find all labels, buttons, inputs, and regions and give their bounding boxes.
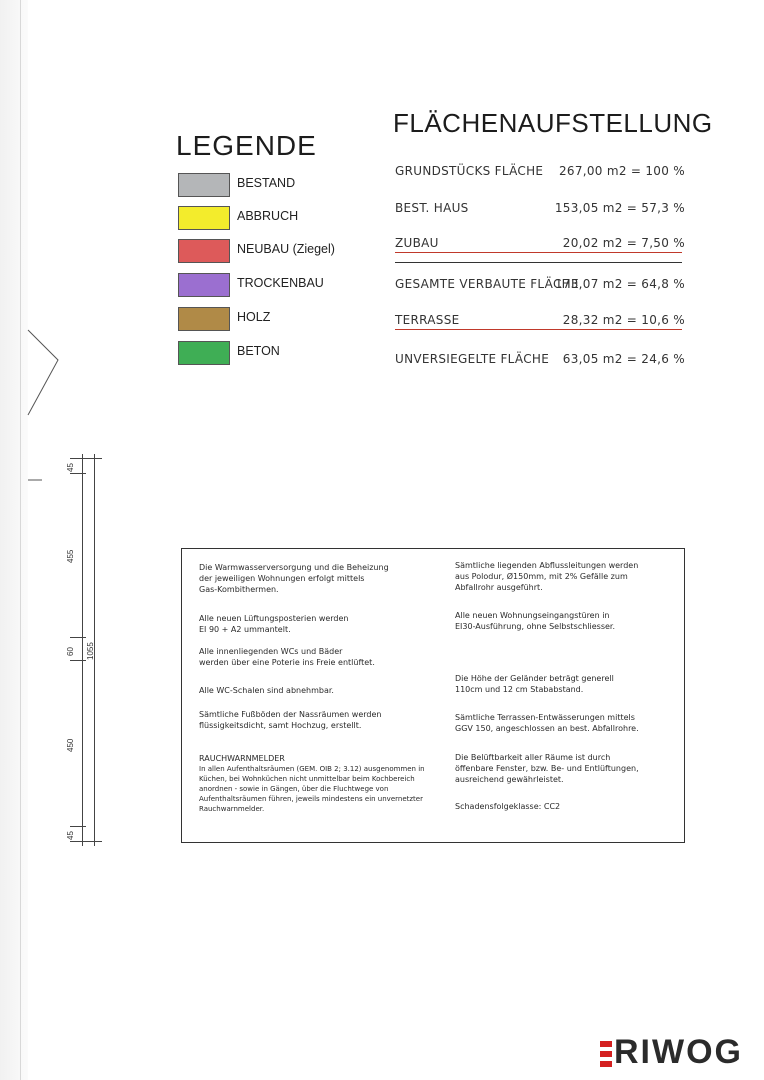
note-line: EI 90 + A2 ummantelt. <box>199 625 291 634</box>
note-line: In allen Aufenthaltsräumen (GEM. OIB 2; 3.12) ausgenommen in <box>199 765 425 773</box>
legend-label: HOLZ <box>237 310 271 324</box>
legend-swatch <box>178 307 230 331</box>
dimension-label: 45 <box>66 463 75 472</box>
note-line: Sämtliche Fußböden der Nassräumen werden <box>199 710 382 719</box>
note-line: Schadensfolgeklasse: CC2 <box>455 802 561 811</box>
note-belueftbarkeit <box>455 752 639 785</box>
dimension-label: 455 <box>66 549 75 563</box>
legend-swatch <box>178 341 230 365</box>
area-row-unversiegelt <box>395 352 685 370</box>
note-fussboeden <box>199 709 381 731</box>
dimension-label: 60 <box>66 647 75 656</box>
dimension-tick <box>70 473 86 474</box>
note-line: Alle neuen Wohnungseingangstüren in <box>455 611 610 620</box>
dimension-total-label: 1055 <box>86 642 95 660</box>
note-line: flüssigkeitsdicht, samt Hochzug, erstellt. <box>199 721 362 730</box>
logo-text: RIWOG <box>614 1033 743 1071</box>
note-lueftung <box>199 613 349 635</box>
area-label: ZUBAU <box>395 236 439 250</box>
note-line: der jeweiligen Wohnungen erfolgt mittels <box>199 574 365 583</box>
area-label: TERRASSE <box>395 313 460 327</box>
note-line: 110cm und 12 cm Stababstand. <box>455 685 584 694</box>
note-line: Sämtliche liegenden Abflussleitungen werden <box>455 561 639 570</box>
note-line: Küchen, bei Wohnküchen nicht unmittelbar beim Kochbereich <box>199 775 415 783</box>
dimension-tick <box>70 660 86 661</box>
area-value: 63,05 m2 = 24,6 % <box>562 352 685 366</box>
note-schadensfolgeklasse <box>455 801 560 812</box>
area-row-best-haus <box>395 201 685 219</box>
note-line: Alle neuen Lüftungsposterien werden <box>199 614 349 623</box>
legend-swatch <box>178 239 230 263</box>
note-warmwasser <box>199 562 389 595</box>
dimension-tick <box>70 458 102 459</box>
note-line: aus Polodur, Ø150mm, mit 2% Gefälle zum <box>455 572 628 581</box>
area-value: 153,05 m2 = 57,3 % <box>554 201 685 215</box>
note-line: anordnen - sowie in Gängen, über die Fluchtwege von <box>199 785 389 793</box>
legend-title: LEGENDE <box>176 130 317 161</box>
plan-outline-fragment <box>0 320 70 500</box>
note-line: öffenbare Fenster, bzw. Be- und Entlüftungen, <box>455 764 639 773</box>
dimension-tick <box>70 841 102 842</box>
legend-swatch <box>178 273 230 297</box>
legend-label: BETON <box>237 344 280 358</box>
area-table-title: FLÄCHENAUFSTELLUNG <box>393 108 713 138</box>
area-value: 267,00 m2 = 100 % <box>558 164 685 178</box>
area-value: 28,32 m2 = 10,6 % <box>562 313 685 327</box>
note-wc-baeder <box>199 646 375 668</box>
legend-swatch <box>178 206 230 230</box>
note-line: Alle innenliegenden WCs und Bäder <box>199 647 343 656</box>
note-line: ausreichend gewährleistet. <box>455 775 564 784</box>
legend-label: NEUBAU (Ziegel) <box>237 242 335 256</box>
note-line: Rauchwarnmelder. <box>199 805 265 813</box>
legend-swatch <box>178 173 230 197</box>
legend-label: TROCKENBAU <box>237 276 324 290</box>
note-terrassen-entwaesserung <box>455 712 639 734</box>
area-label: GRUNDSTÜCKS FLÄCHE <box>395 164 544 178</box>
note-line: Die Höhe der Geländer beträgt generell <box>455 674 614 683</box>
note-line: werden über eine Poterie ins Freie entlüftet. <box>199 658 375 667</box>
note-rauchwarnmelder <box>199 764 425 814</box>
dimension-line <box>82 454 83 846</box>
area-row-gesamt-verbaut <box>395 277 685 295</box>
terrasse-underline <box>395 329 682 330</box>
note-line: EI30-Ausführung, ohne Selbstschliesser. <box>455 622 616 631</box>
dimension-tick <box>70 637 86 638</box>
area-value: 20,02 m2 = 7,50 % <box>562 236 685 250</box>
note-line: Aufenthaltsräumen führen, jeweils mindestens ein unvernetzter <box>199 795 423 803</box>
area-row-grundstueck <box>395 164 685 182</box>
note-wc-schalen <box>199 685 334 696</box>
scan-margin <box>0 0 28 1080</box>
note-gelaender <box>455 673 614 695</box>
note-line: Sämtliche Terrassen-Entwässerungen mittels <box>455 713 635 722</box>
zubau-underline <box>395 252 682 253</box>
note-line: Die Warmwasserversorgung und die Beheizung <box>199 563 389 572</box>
area-label: BEST. HAUS <box>395 201 469 215</box>
note-eingangstueren <box>455 610 615 632</box>
area-value: 173,07 m2 = 64,8 % <box>554 277 685 291</box>
logo-bar <box>600 1041 612 1047</box>
area-label: GESAMTE VERBAUTE FLÄCHE <box>395 277 579 291</box>
logo-bar <box>600 1061 612 1067</box>
note-line: Gas-Kombithermen. <box>199 585 279 594</box>
note-line: Abfallrohr ausgeführt. <box>455 583 543 592</box>
construction-notes-box <box>181 548 685 843</box>
legend-label: ABBRUCH <box>237 209 299 223</box>
legend-label: BESTAND <box>237 176 296 190</box>
note-line: RAUCHWARNMELDER <box>199 754 285 763</box>
logo-bar <box>600 1051 612 1057</box>
note-line: GGV 150, angeschlossen an best. Abfallrohre. <box>455 724 639 733</box>
area-label: UNVERSIEGELTE FLÄCHE <box>395 352 550 366</box>
note-line: Alle WC-Schalen sind abnehmbar. <box>199 686 334 695</box>
dimension-label: 45 <box>66 831 75 840</box>
note-line: Die Belüftbarkeit aller Räume ist durch <box>455 753 611 762</box>
page-edge-line <box>20 0 21 1080</box>
dimension-label: 450 <box>66 738 75 752</box>
sum-divider <box>395 262 682 263</box>
logo-mark-icon <box>600 1041 612 1067</box>
dimension-tick <box>70 826 86 827</box>
note-abfluss <box>455 560 638 593</box>
note-rauchwarnmelder-heading <box>199 753 285 764</box>
